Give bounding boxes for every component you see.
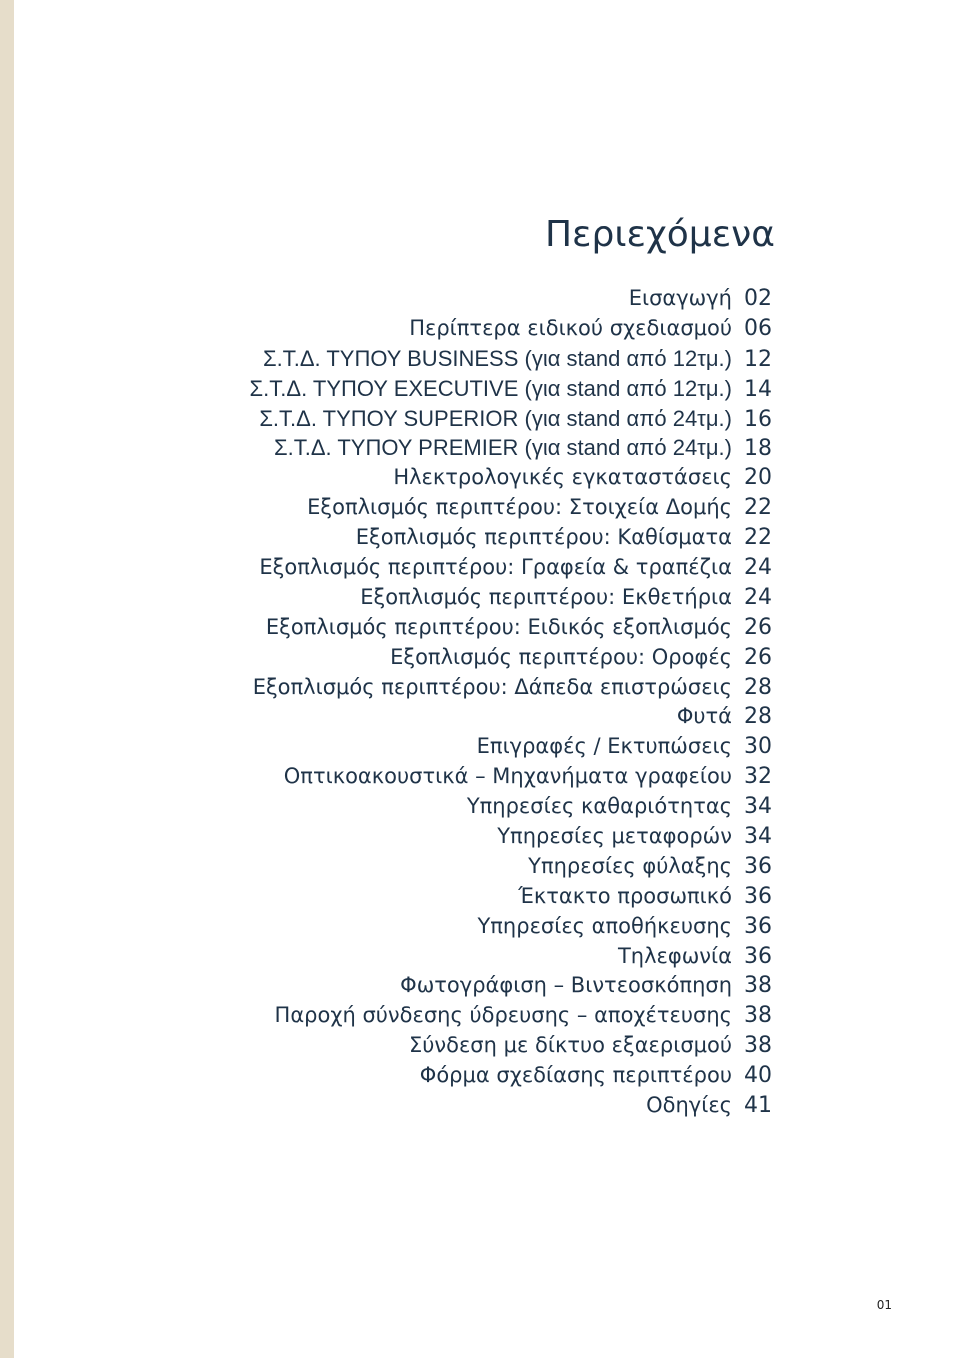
toc-entry[interactable] xyxy=(250,433,778,463)
toc-entry-label: Εξοπλισμός περιπτέρου: Γραφεία & τραπέζια xyxy=(259,555,732,580)
toc-entry-label: Υπηρεσίες φύλαξης xyxy=(528,853,732,878)
toc-entry-label: Οδηγίες xyxy=(646,1093,732,1118)
toc-entry[interactable] xyxy=(250,673,778,703)
toc-entry-page: 22 xyxy=(744,525,772,551)
toc-entry[interactable] xyxy=(250,912,778,942)
toc-entry-page: 24 xyxy=(744,555,772,581)
toc-entry[interactable] xyxy=(250,284,778,314)
toc-entry-page: 32 xyxy=(744,764,772,790)
toc-entry-page: 20 xyxy=(744,465,772,491)
toc-entry-label: Περίπτερα ειδικού σχεδιασμού xyxy=(409,315,732,340)
toc-entry[interactable] xyxy=(250,613,778,643)
toc-entry[interactable] xyxy=(250,374,778,404)
toc-entry-label: Ηλεκτρολογικές εγκαταστάσεις xyxy=(393,465,732,490)
toc-entry-page: 16 xyxy=(744,406,772,432)
toc-entry-label: Εξοπλισμός περιπτέρου: Ειδικός εξοπλισμός xyxy=(265,614,732,639)
toc-entry-label: Φυτά xyxy=(676,704,732,729)
toc-entry-label: Φωτογράφιση – Βιντεοσκόπηση xyxy=(400,973,732,998)
toc-entry-label: Σύνδεση με δίκτυο εξαερισμού xyxy=(408,1033,732,1058)
toc-entry-page: 28 xyxy=(744,674,772,700)
toc-entry-page: 02 xyxy=(744,286,772,311)
toc-entry-page: 36 xyxy=(744,943,772,969)
toc-entry-label: Υπηρεσίες καθαριότητας xyxy=(466,794,732,819)
toc-entry[interactable] xyxy=(250,1091,778,1121)
toc-entry[interactable] xyxy=(250,1001,778,1031)
toc-entry[interactable] xyxy=(250,314,778,344)
toc-entry[interactable] xyxy=(250,344,778,374)
toc-entry[interactable] xyxy=(250,702,778,732)
toc-entry-label: Υπηρεσίες αποθήκευσης xyxy=(477,913,732,938)
toc-entry-label: Σ.Τ.Δ. ΤΥΠΟΥ BUSINESS (για stand από 12τμ.) xyxy=(262,345,732,371)
page-title: Περιεχόμενα xyxy=(544,214,775,255)
toc-entry-label: Εξοπλισμός περιπτέρου: Δάπεδα επιστρώσεις xyxy=(252,674,732,699)
toc-entry-label: Σ.Τ.Δ. ΤΥΠΟΥ SUPERIOR (για stand από 24τμ.) xyxy=(259,405,732,431)
toc-entry-label: Εξοπλισμός περιπτέρου: Οροφές xyxy=(390,644,732,669)
toc-entry[interactable] xyxy=(250,643,778,673)
toc-entry[interactable] xyxy=(250,822,778,852)
toc-entry[interactable] xyxy=(250,762,778,792)
toc-entry-page: 06 xyxy=(744,315,772,341)
toc-entry[interactable] xyxy=(250,1031,778,1061)
toc-entry-page: 14 xyxy=(744,376,772,402)
toc-entry-page: 34 xyxy=(744,824,772,850)
table-of-contents xyxy=(250,284,778,1121)
toc-entry-label: Τηλεφωνία xyxy=(617,943,732,968)
toc-entry-label: Οπτικοακουστικά – Μηχανήματα γραφείου xyxy=(283,764,732,789)
toc-entry-page: 38 xyxy=(744,1003,772,1029)
toc-entry[interactable] xyxy=(250,463,778,493)
toc-entry-label: Εξοπλισμός περιπτέρου: Εκθετήρια xyxy=(360,584,732,609)
toc-entry[interactable] xyxy=(250,882,778,912)
toc-entry-page: 26 xyxy=(744,614,772,640)
toc-entry-page: 40 xyxy=(744,1063,772,1089)
toc-entry-label: Σ.Τ.Δ. ΤΥΠΟΥ PREMIER (για stand από 24τμ.) xyxy=(273,435,732,461)
toc-entry-page: 30 xyxy=(744,734,772,760)
toc-entry-label: Εξοπλισμός περιπτέρου: Καθίσματα xyxy=(355,525,732,550)
toc-entry[interactable] xyxy=(250,852,778,882)
toc-entry-label: Εισαγωγή xyxy=(628,286,732,310)
toc-entry[interactable] xyxy=(250,942,778,972)
toc-entry[interactable] xyxy=(250,792,778,822)
toc-entry[interactable] xyxy=(250,732,778,762)
toc-entry-label: Εξοπλισμός περιπτέρου: Στοιχεία Δομής xyxy=(307,495,732,520)
toc-entry-page: 22 xyxy=(744,495,772,521)
toc-entry-page: 28 xyxy=(744,704,772,730)
toc-entry-label: Έκτακτο προσωπικό xyxy=(518,883,732,908)
side-strip xyxy=(0,0,14,1358)
toc-entry-label: Σ.Τ.Δ. ΤΥΠΟΥ EXECUTIVE (για stand από 12τμ.) xyxy=(249,375,732,401)
toc-entry-page: 34 xyxy=(744,794,772,820)
toc-entry[interactable] xyxy=(250,553,778,583)
toc-entry-page: 36 xyxy=(744,853,772,879)
toc-entry-page: 36 xyxy=(744,883,772,909)
toc-entry-label: Φόρμα σχεδίασης περιπτέρου xyxy=(419,1063,732,1088)
toc-entry-page: 18 xyxy=(744,436,772,462)
toc-entry[interactable] xyxy=(250,971,778,1001)
toc-entry-page: 38 xyxy=(744,1033,772,1059)
toc-entry-page: 41 xyxy=(744,1093,772,1119)
toc-entry[interactable] xyxy=(250,493,778,523)
toc-entry-label: Παροχή σύνδεσης ύδρευσης – αποχέτευσης xyxy=(274,1003,732,1028)
toc-entry-page: 24 xyxy=(744,584,772,610)
toc-entry-page: 12 xyxy=(744,346,772,372)
toc-entry[interactable] xyxy=(250,523,778,553)
toc-entry-page: 38 xyxy=(744,973,772,999)
toc-entry[interactable] xyxy=(250,404,778,434)
toc-entry-label: Υπηρεσίες μεταφορών xyxy=(497,824,732,849)
toc-entry-page: 26 xyxy=(744,644,772,670)
toc-entry[interactable] xyxy=(250,583,778,613)
toc-entry[interactable] xyxy=(250,1061,778,1091)
toc-entry-label: Επιγραφές / Εκτυπώσεις xyxy=(476,734,732,759)
page-number: 01 xyxy=(876,1298,892,1312)
toc-entry-page: 36 xyxy=(744,913,772,939)
